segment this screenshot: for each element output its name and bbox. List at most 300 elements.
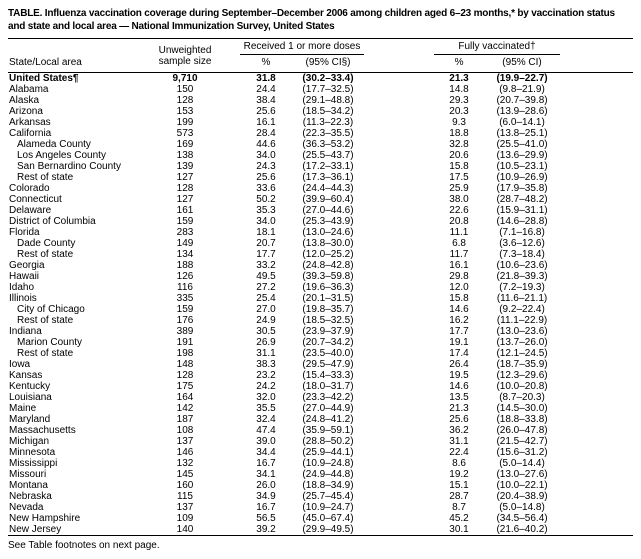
gap-cell <box>560 271 633 282</box>
gap-cell <box>364 524 434 536</box>
state-area-cell: San Bernardino County <box>17 161 121 172</box>
state-area-cell: Nevada <box>9 502 44 513</box>
state-area-cell: Idaho <box>9 282 35 293</box>
table-row <box>8 183 633 194</box>
ci-fully-cell: (7.2–19.3) <box>499 282 545 293</box>
pct-received-cell: 18.1 <box>256 227 276 238</box>
table-row <box>8 139 633 150</box>
state-area-cell: Missouri <box>9 469 47 480</box>
ci-fully-cell: (10.5–23.1) <box>496 161 548 172</box>
ci-received-cell: (10.9–24.8) <box>302 458 354 469</box>
pct-received-cell: 56.5 <box>256 513 276 524</box>
pct-received-cell: 16.7 <box>256 502 276 513</box>
ci-fully-cell: (25.5–41.0) <box>496 139 548 150</box>
gap-cell <box>560 84 633 95</box>
ci-received-cell: (13.0–24.6) <box>302 227 354 238</box>
gap-cell <box>560 513 633 524</box>
ci-received-cell: (29.5–47.9) <box>302 359 354 370</box>
gap-cell <box>364 436 434 447</box>
ci-received-cell: (17.7–32.5) <box>302 84 354 95</box>
pct-fully-cell: 26.4 <box>449 359 469 370</box>
ci-fully-cell: (11.1–22.9) <box>496 315 548 326</box>
gap-cell <box>560 491 633 502</box>
sample-size-cell: 9,710 <box>172 73 198 84</box>
ci-fully-cell: (10.0–22.1) <box>496 480 548 491</box>
table-row <box>8 469 633 480</box>
ci-fully-cell: (20.7–39.8) <box>496 95 548 106</box>
sample-size-cell: 153 <box>176 106 194 117</box>
table-row <box>8 161 633 172</box>
subheader-pct-received: % <box>240 55 292 73</box>
ci-received-cell: (13.8–30.0) <box>302 238 354 249</box>
vaccination-coverage-table <box>8 38 633 536</box>
ci-fully-cell: (34.5–56.4) <box>496 513 548 524</box>
gap-cell <box>560 117 633 128</box>
pct-received-cell: 32.4 <box>256 414 276 425</box>
sample-size-cell: 127 <box>176 172 194 183</box>
ci-received-cell: (24.4–44.3) <box>302 183 354 194</box>
ci-fully-cell: (14.6–28.8) <box>496 216 548 227</box>
table-row <box>8 150 633 161</box>
ci-received-cell: (25.3–43.9) <box>302 216 354 227</box>
pct-fully-cell: 28.7 <box>449 491 469 502</box>
gap-cell <box>364 84 434 95</box>
ci-fully-cell: (5.0–14.4) <box>499 458 545 469</box>
ci-received-cell: (39.9–60.4) <box>302 194 354 205</box>
ci-fully-cell: (17.9–35.8) <box>496 183 548 194</box>
pct-received-cell: 35.5 <box>256 403 276 414</box>
sample-size-cell: 159 <box>176 216 194 227</box>
gap-cell <box>364 205 434 216</box>
gap-cell <box>560 458 633 469</box>
pct-fully-cell: 15.1 <box>449 480 469 491</box>
state-area-cell: Indiana <box>9 326 42 337</box>
sample-size-cell: 160 <box>176 480 194 491</box>
pct-fully-cell: 20.8 <box>449 216 469 227</box>
state-area-cell: Rest of state <box>17 315 74 326</box>
ci-fully-cell: (15.9–31.1) <box>496 205 548 216</box>
state-area-cell: Minnesota <box>9 447 56 458</box>
state-area-cell: Delaware <box>9 205 52 216</box>
gap-cell <box>560 194 633 205</box>
pct-received-cell: 34.9 <box>256 491 276 502</box>
gap-cell <box>560 315 633 326</box>
pct-fully-cell: 30.1 <box>449 524 469 535</box>
gap-cell <box>364 447 434 458</box>
table-row <box>8 447 633 458</box>
state-area-cell: Dade County <box>17 238 76 249</box>
ci-fully-cell: (10.0–20.8) <box>496 381 548 392</box>
table-row <box>8 216 633 227</box>
table-row <box>8 227 633 238</box>
table-row <box>8 348 633 359</box>
ci-received-cell: (12.0–25.2) <box>302 249 354 260</box>
gap-cell <box>364 95 434 106</box>
ci-received-cell: (19.8–35.7) <box>302 304 354 315</box>
state-area-cell: Louisiana <box>9 392 52 403</box>
sample-size-cell: 128 <box>176 95 194 106</box>
sample-size-cell: 149 <box>176 238 194 249</box>
sample-size-cell: 169 <box>176 139 194 150</box>
ci-received-cell: (27.0–44.9) <box>302 403 354 414</box>
ci-fully-cell: (11.6–21.1) <box>496 293 548 304</box>
pct-received-cell: 24.9 <box>256 315 276 326</box>
sample-size-header-line1: Unweighted <box>158 44 212 56</box>
gap-cell <box>560 359 633 370</box>
subheader-ci-fully: (95% CI) <box>484 55 560 73</box>
sample-size-cell: 128 <box>176 183 194 194</box>
table-row <box>8 458 633 469</box>
table-row <box>8 370 633 381</box>
ci-fully-cell: (13.0–23.6) <box>496 326 548 337</box>
gap-cell <box>560 370 633 381</box>
gap-cell <box>364 172 434 183</box>
gap-cell <box>364 469 434 480</box>
pct-received-cell: 30.5 <box>256 326 276 337</box>
gap-cell <box>364 238 434 249</box>
pct-received-cell: 16.1 <box>256 117 276 128</box>
sample-size-cell: 137 <box>176 502 194 513</box>
gap-cell <box>560 414 633 425</box>
pct-fully-cell: 6.8 <box>452 238 466 249</box>
sample-size-cell: 128 <box>176 370 194 381</box>
table-row <box>8 117 633 128</box>
gap-cell <box>560 205 633 216</box>
state-area-cell: Alameda County <box>17 139 91 150</box>
table-row <box>8 194 633 205</box>
ci-received-cell: (17.2–33.1) <box>302 161 354 172</box>
pct-fully-cell: 19.2 <box>449 469 469 480</box>
sample-size-cell: 161 <box>176 205 194 216</box>
ci-fully-cell: (26.0–47.8) <box>496 425 548 436</box>
gap-cell <box>560 282 633 293</box>
pct-received-cell: 33.2 <box>256 260 276 271</box>
ci-fully-cell: (12.1–24.5) <box>496 348 548 359</box>
gap-cell <box>560 469 633 480</box>
gap-cell <box>560 293 633 304</box>
gap-cell <box>364 128 434 139</box>
ci-received-cell: (39.3–59.8) <box>302 271 354 282</box>
state-area-cell: Rest of state <box>17 172 74 183</box>
table-row <box>8 381 633 392</box>
table-row <box>8 106 633 117</box>
ci-fully-cell: (10.9–26.9) <box>496 172 548 183</box>
table-row <box>8 128 633 139</box>
sample-size-cell: 164 <box>176 392 194 403</box>
sample-size-cell: 132 <box>176 458 194 469</box>
sample-size-cell: 108 <box>176 425 194 436</box>
sample-size-cell: 335 <box>176 293 194 304</box>
ci-fully-cell: (21.6–40.2) <box>496 524 548 535</box>
state-area-cell: Montana <box>9 480 48 491</box>
state-area-cell: Kentucky <box>9 381 51 392</box>
table-row <box>8 205 633 216</box>
gap-cell <box>364 370 434 381</box>
ci-fully-cell: (5.0–14.8) <box>499 502 545 513</box>
gap-cell <box>560 216 633 227</box>
pct-fully-cell: 45.2 <box>449 513 469 524</box>
gap-cell <box>364 282 434 293</box>
gap-cell <box>560 447 633 458</box>
gap-cell <box>364 337 434 348</box>
state-area-cell: Nebraska <box>9 491 52 502</box>
ci-fully-cell: (12.3–29.6) <box>496 370 548 381</box>
ci-received-cell: (29.9–49.5) <box>302 524 354 535</box>
pct-fully-cell: 16.1 <box>449 260 469 271</box>
ci-fully-cell: (28.7–48.2) <box>496 194 548 205</box>
pct-fully-cell: 17.4 <box>449 348 469 359</box>
gap-cell <box>560 348 633 359</box>
table-row <box>8 293 633 304</box>
state-area-cell: City of Chicago <box>17 304 85 315</box>
table-row <box>8 480 633 491</box>
gap-cell <box>364 216 434 227</box>
ci-fully-cell: (9.8–21.9) <box>499 84 545 95</box>
gap-cell <box>364 403 434 414</box>
state-area-cell: Rest of state <box>17 348 74 359</box>
pct-received-cell: 39.0 <box>256 436 276 447</box>
gap-cell <box>560 524 633 536</box>
ci-fully-cell: (7.3–18.4) <box>499 249 545 260</box>
ci-fully-cell: (14.5–30.0) <box>496 403 548 414</box>
gap-cell <box>560 172 633 183</box>
pct-fully-cell: 13.5 <box>449 392 469 403</box>
pct-fully-cell: 14.6 <box>449 304 469 315</box>
gap-cell <box>560 337 633 348</box>
gap-cell <box>364 73 434 85</box>
ci-received-cell: (18.8–34.9) <box>302 480 354 491</box>
ci-received-cell: (20.1–31.5) <box>302 293 354 304</box>
table-row <box>8 249 633 260</box>
sample-size-cell: 138 <box>176 150 194 161</box>
table-row <box>8 403 633 414</box>
pct-received-cell: 24.4 <box>256 84 276 95</box>
gap-cell <box>560 73 633 85</box>
pct-fully-cell: 15.8 <box>449 293 469 304</box>
table-row <box>8 271 633 282</box>
state-area-cell: Mississippi <box>9 458 58 469</box>
ci-received-cell: (19.6–36.3) <box>302 282 354 293</box>
pct-fully-cell: 9.3 <box>452 117 466 128</box>
pct-fully-cell: 20.6 <box>449 150 469 161</box>
state-area-cell: Arizona <box>9 106 43 117</box>
gap-cell <box>364 150 434 161</box>
pct-received-cell: 34.1 <box>256 469 276 480</box>
ci-fully-cell: (13.9–28.6) <box>496 106 548 117</box>
col-header-state-area: State/Local area <box>8 39 148 73</box>
pct-fully-cell: 25.6 <box>449 414 469 425</box>
gap-cell <box>364 194 434 205</box>
table-row <box>8 359 633 370</box>
subheader-ci-received: (95% CI§) <box>292 55 364 73</box>
gap-cell <box>364 513 434 524</box>
ci-fully-cell: (13.6–29.9) <box>496 150 548 161</box>
sample-size-cell: 175 <box>176 381 194 392</box>
gap-cell <box>364 425 434 436</box>
gap-cell <box>364 249 434 260</box>
pct-received-cell: 28.4 <box>256 128 276 139</box>
gap-cell <box>560 183 633 194</box>
gap-cell <box>364 480 434 491</box>
state-area-cell: Georgia <box>9 260 45 271</box>
pct-fully-cell: 22.6 <box>449 205 469 216</box>
ci-fully-cell: (21.8–39.3) <box>496 271 548 282</box>
state-area-cell: New Jersey <box>9 524 62 535</box>
state-area-cell: Kansas <box>9 370 43 381</box>
column-gap <box>560 39 633 73</box>
table-row <box>8 337 633 348</box>
gap-cell <box>364 392 434 403</box>
gap-cell <box>364 359 434 370</box>
ci-received-cell: (24.9–44.8) <box>302 469 354 480</box>
pct-received-cell: 35.3 <box>256 205 276 216</box>
sample-size-cell: 191 <box>176 337 194 348</box>
ci-received-cell: (24.8–41.2) <box>302 414 354 425</box>
pct-received-cell: 24.2 <box>256 381 276 392</box>
sample-size-cell: 187 <box>176 414 194 425</box>
sample-size-cell: 146 <box>176 447 194 458</box>
ci-fully-cell: (21.5–42.7) <box>496 436 548 447</box>
ci-received-cell: (18.5–34.2) <box>302 106 354 117</box>
gap-cell <box>560 227 633 238</box>
pct-received-cell: 25.4 <box>256 293 276 304</box>
table-row <box>8 282 633 293</box>
state-area-cell: New Hampshire <box>9 513 81 524</box>
ci-received-cell: (27.0–44.6) <box>302 205 354 216</box>
ci-fully-cell: (13.7–26.0) <box>496 337 548 348</box>
pct-fully-cell: 8.7 <box>452 502 466 513</box>
pct-received-cell: 39.2 <box>256 524 276 535</box>
ci-received-cell: (10.9–24.7) <box>302 502 354 513</box>
sample-size-cell: 389 <box>176 326 194 337</box>
sample-size-cell: 140 <box>176 524 194 535</box>
gap-cell <box>560 95 633 106</box>
ci-received-cell: (25.7–45.4) <box>302 491 354 502</box>
ci-fully-cell: (3.6–12.6) <box>499 238 545 249</box>
gap-cell <box>364 183 434 194</box>
table-row <box>8 436 633 447</box>
pct-fully-cell: 18.8 <box>449 128 469 139</box>
ci-fully-cell: (7.1–16.8) <box>499 227 545 238</box>
ci-received-cell: (20.7–34.2) <box>302 337 354 348</box>
sample-size-cell: 573 <box>176 128 194 139</box>
sample-size-cell: 188 <box>176 260 194 271</box>
pct-received-cell: 38.4 <box>256 95 276 106</box>
pct-received-cell: 33.6 <box>256 183 276 194</box>
sample-size-cell: 115 <box>177 491 193 502</box>
gap-cell <box>560 139 633 150</box>
gap-cell <box>364 293 434 304</box>
sample-size-header-line2: sample size <box>158 55 212 67</box>
state-area-cell: Rest of state <box>17 249 74 260</box>
gap-cell <box>560 161 633 172</box>
pct-fully-cell: 31.1 <box>449 436 469 447</box>
sample-size-cell: 109 <box>176 513 194 524</box>
ci-received-cell: (17.3–36.1) <box>302 172 354 183</box>
ci-received-cell: (36.3–53.2) <box>302 139 354 150</box>
ci-fully-cell: (8.7–20.3) <box>499 392 545 403</box>
table-row <box>8 425 633 436</box>
gap-cell <box>560 436 633 447</box>
sample-size-cell: 139 <box>176 161 194 172</box>
group-header-fully-vaccinated: Fully vaccinated† <box>434 39 560 55</box>
sample-size-cell: 145 <box>176 469 194 480</box>
ci-fully-cell: (18.7–35.9) <box>496 359 548 370</box>
pct-received-cell: 47.4 <box>256 425 276 436</box>
sample-size-cell: 134 <box>176 249 194 260</box>
sample-size-cell: 283 <box>176 227 194 238</box>
pct-received-cell: 26.9 <box>256 337 276 348</box>
gap-cell <box>364 414 434 425</box>
state-area-cell: Iowa <box>9 359 31 370</box>
ci-received-cell: (22.3–35.5) <box>302 128 354 139</box>
pct-fully-cell: 12.0 <box>449 282 469 293</box>
state-area-cell: Alabama <box>9 84 49 95</box>
gap-cell <box>364 326 434 337</box>
pct-received-cell: 38.3 <box>256 359 276 370</box>
pct-received-cell: 34.0 <box>256 216 276 227</box>
pct-fully-cell: 36.2 <box>449 425 469 436</box>
state-area-cell: Hawaii <box>9 271 40 282</box>
gap-cell <box>364 117 434 128</box>
sample-size-cell: 116 <box>177 282 193 293</box>
ci-fully-cell: (13.8–25.1) <box>496 128 548 139</box>
gap-cell <box>364 260 434 271</box>
pct-fully-cell: 8.6 <box>452 458 466 469</box>
gap-cell <box>560 403 633 414</box>
ci-received-cell: (29.1–48.8) <box>302 95 354 106</box>
sample-size-cell: 127 <box>176 194 194 205</box>
table-footnote: See Table footnotes on next page. <box>8 540 160 551</box>
ci-received-cell: (11.3–22.3) <box>302 117 354 128</box>
gap-cell <box>364 348 434 359</box>
ci-received-cell: (28.8–50.2) <box>302 436 354 447</box>
state-area-cell: Maine <box>9 403 37 414</box>
table-body <box>8 73 633 536</box>
sample-size-cell: 126 <box>176 271 194 282</box>
state-area-cell: Alaska <box>9 95 40 106</box>
pct-received-cell: 25.6 <box>256 106 276 117</box>
gap-cell <box>364 161 434 172</box>
state-area-cell: Connecticut <box>9 194 62 205</box>
ci-received-cell: (30.2–33.4) <box>302 73 354 84</box>
gap-cell <box>560 326 633 337</box>
sample-size-cell: 176 <box>176 315 194 326</box>
ci-received-cell: (23.3–42.2) <box>302 392 354 403</box>
state-area-cell: Arkansas <box>9 117 51 128</box>
gap-cell <box>364 304 434 315</box>
ci-received-cell: (25.5–43.7) <box>302 150 354 161</box>
table-row <box>8 326 633 337</box>
table-row <box>8 524 633 536</box>
sample-size-cell: 198 <box>176 348 194 359</box>
subheader-pct-fully: % <box>434 55 484 73</box>
pct-received-cell: 31.1 <box>256 348 276 359</box>
gap-cell <box>560 304 633 315</box>
gap-cell <box>364 491 434 502</box>
ci-received-cell: (18.5–32.5) <box>302 315 354 326</box>
ci-fully-cell: (6.0–14.1) <box>499 117 545 128</box>
pct-received-cell: 25.6 <box>256 172 276 183</box>
pct-received-cell: 26.0 <box>256 480 276 491</box>
gap-cell <box>560 106 633 117</box>
group-header-received-doses: Received 1 or more doses <box>240 39 364 55</box>
pct-fully-cell: 14.6 <box>449 381 469 392</box>
pct-received-cell: 34.4 <box>256 447 276 458</box>
pct-received-cell: 34.0 <box>256 150 276 161</box>
col-header-sample-size <box>148 39 240 73</box>
sample-size-cell: 199 <box>176 117 194 128</box>
